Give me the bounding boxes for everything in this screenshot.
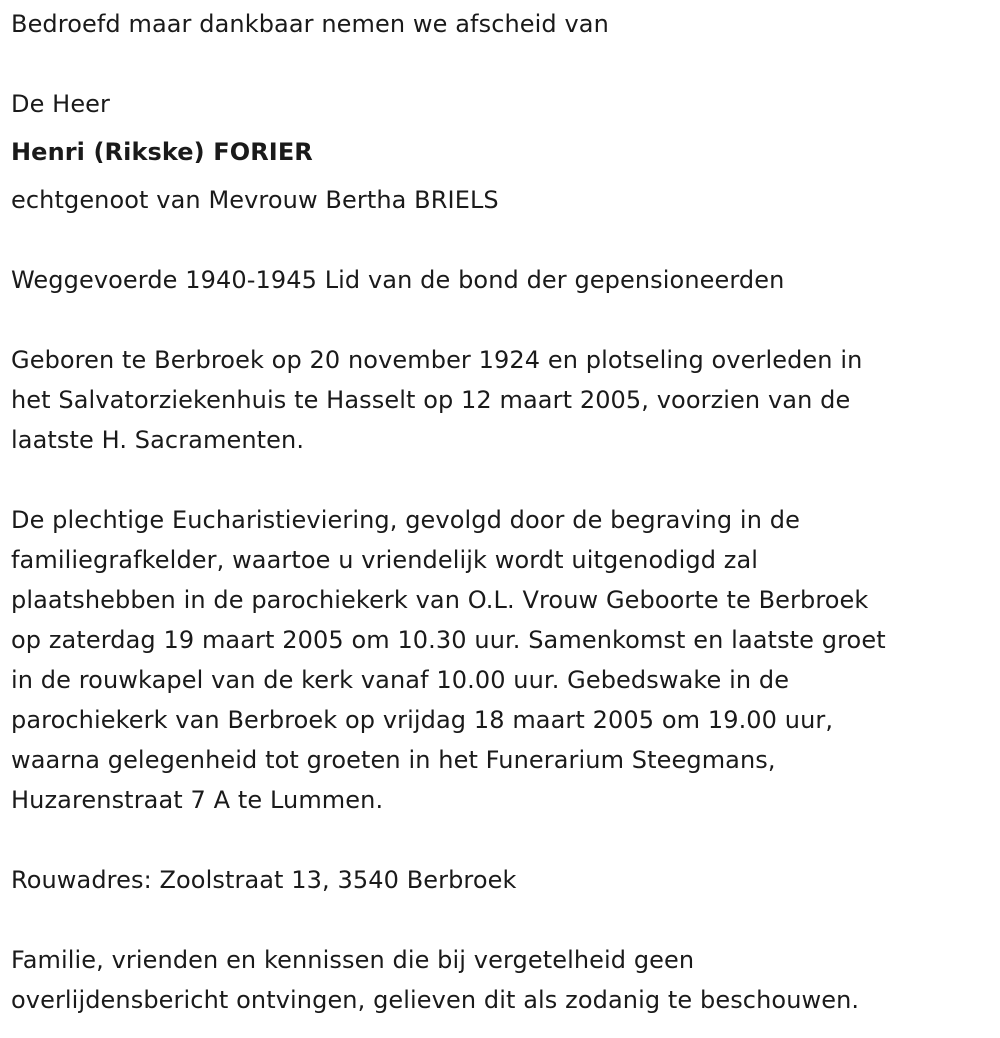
ceremony-line: plaatshebben in de parochiekerk van O.L. Vrouw Geboorte te Berbroek — [11, 586, 869, 614]
intro-text: Bedroefd maar dankbaar nemen we afscheid van — [11, 10, 609, 38]
birth-death-line: laatste H. Sacramenten. — [11, 426, 305, 454]
obituary-notice — [11, 4, 986, 1020]
salutation-block — [11, 84, 986, 124]
deceased-name: Henri (Rikske) FORIER — [11, 138, 313, 166]
ceremony-line: De plechtige Eucharistieviering, gevolgd door de begraving in de — [11, 506, 800, 534]
birth-death-line: Geboren te Berbroek op 20 november 1924 en plotseling overleden in — [11, 346, 863, 374]
affiliations-paragraph — [11, 260, 986, 300]
salutation-text: De Heer — [11, 90, 111, 118]
ceremony-paragraph — [11, 500, 986, 820]
ceremony-line: Huzarenstraat 7 A te Lummen. — [11, 786, 384, 814]
closing-paragraph — [11, 940, 986, 1020]
ceremony-line: op zaterdag 19 maart 2005 om 10.30 uur. Samenkomst en laatste groet — [11, 626, 886, 654]
ceremony-line: in de rouwkapel van de kerk vanaf 10.00 uur. Gebedswake in de — [11, 666, 790, 694]
intro-paragraph — [11, 4, 986, 44]
affiliations-text: Weggevoerde 1940-1945 Lid van de bond der gepensioneerden — [11, 266, 785, 294]
birth-death-paragraph — [11, 340, 986, 460]
closing-line: Familie, vrienden en kennissen die bij vergetelheid geen — [11, 946, 695, 974]
mourning-address: Rouwadres: Zoolstraat 13, 3540 Berbroek — [11, 866, 517, 894]
ceremony-line: waarna gelegenheid tot groeten in het Funerarium Steegmans, — [11, 746, 776, 774]
ceremony-line: parochiekerk van Berbroek op vrijdag 18 maart 2005 om 19.00 uur, — [11, 706, 834, 734]
birth-death-line: het Salvatorziekenhuis te Hasselt op 12 maart 2005, voorzien van de — [11, 386, 851, 414]
address-paragraph — [11, 860, 986, 900]
closing-line: overlijdensbericht ontvingen, gelieven dit als zodanig te beschouwen. — [11, 986, 860, 1014]
spouse-text: echtgenoot van Mevrouw Bertha BRIELS — [11, 186, 499, 214]
spouse-block — [11, 180, 986, 220]
ceremony-line: familiegrafkelder, waartoe u vriendelijk wordt uitgenodigd zal — [11, 546, 759, 574]
name-block — [11, 132, 986, 172]
